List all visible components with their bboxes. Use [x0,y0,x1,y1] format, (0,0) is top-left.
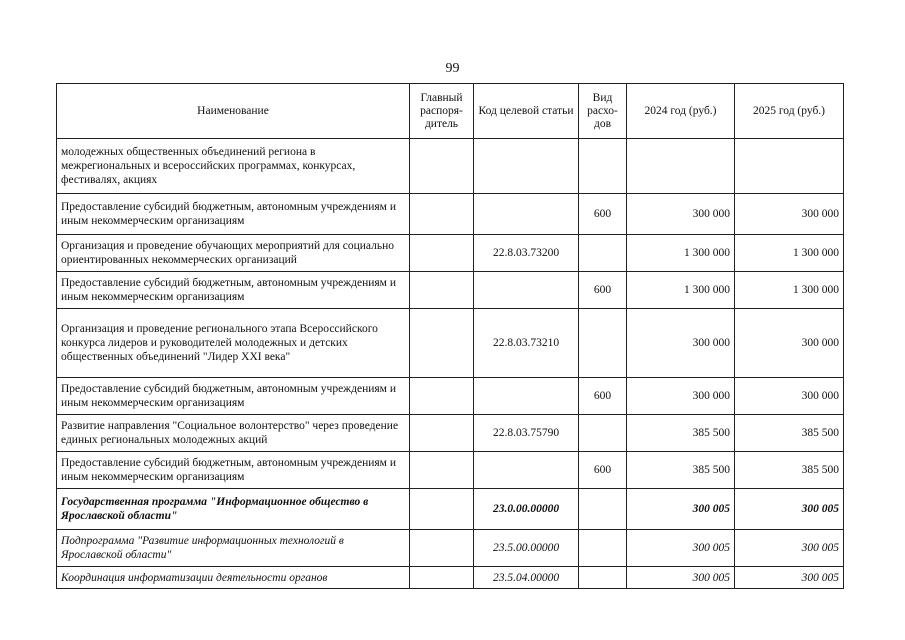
cell-code: 22.8.03.73200 [474,235,579,272]
table-row [57,194,844,235]
table-header-row [57,84,844,139]
cell-code: 23.5.00.00000 [474,530,579,567]
cell-2024: 300 005 [627,530,735,567]
cell-type [579,415,627,452]
cell-admin [410,489,474,530]
cell-admin [410,415,474,452]
cell-2025: 300 005 [735,489,844,530]
cell-2024: 300 000 [627,309,735,378]
table-row [57,489,844,530]
cell-type [579,489,627,530]
cell-code [474,194,579,235]
cell-type: 600 [579,378,627,415]
cell-name: Предоставление субсидий бюджетным, автономным учреждениям и иным некоммерческим организациям [57,194,410,235]
cell-2025: 385 500 [735,452,844,489]
cell-type [579,235,627,272]
cell-name: Государственная программа "Информационное общество в Ярославской области" [57,489,410,530]
header-code: Код целевой статьи [474,84,579,139]
cell-admin [410,194,474,235]
cell-admin [410,567,474,589]
cell-name: Предоставление субсидий бюджетным, автономным учреждениям и иным некоммерческим организациям [57,452,410,489]
cell-name: молодежных общественных объединений региона в межрегиональных и всероссийских программах, конкурсах, фестивалях, акциях [57,139,410,194]
cell-admin [410,309,474,378]
cell-name: Подпрограмма "Развитие информационных технологий в Ярославской области" [57,530,410,567]
cell-code [474,272,579,309]
table-row [57,235,844,272]
cell-2025: 300 000 [735,309,844,378]
cell-2024: 300 000 [627,378,735,415]
cell-2025: 1 300 000 [735,235,844,272]
cell-admin [410,452,474,489]
header-2024: 2024 год (руб.) [627,84,735,139]
cell-2025: 1 300 000 [735,272,844,309]
cell-type [579,139,627,194]
cell-type [579,567,627,589]
header-admin: Главный распоря-дитель [410,84,474,139]
cell-type: 600 [579,452,627,489]
page-number: 99 [445,61,460,76]
cell-2024: 300 000 [627,194,735,235]
table-row [57,452,844,489]
cell-2024: 300 005 [627,567,735,589]
table-row [57,309,844,378]
cell-admin [410,378,474,415]
cell-admin [410,235,474,272]
cell-admin [410,530,474,567]
cell-2025: 300 000 [735,378,844,415]
cell-name: Предоставление субсидий бюджетным, автономным учреждениям и иным некоммерческим организациям [57,272,410,309]
cell-name: Развитие направления "Социальное волонтерство" через проведение единых региональных молодежных акций [57,415,410,452]
table-row [57,378,844,415]
cell-admin [410,139,474,194]
cell-code [474,452,579,489]
cell-name: Организация и проведение регионального этапа Всероссийского конкурса лидеров и руководителей молодежных и детских общественных объединений "Лидер XXI века" [57,309,410,378]
cell-name: Предоставление субсидий бюджетным, автономным учреждениям и иным некоммерческим организациям [57,378,410,415]
cell-2025: 300 005 [735,567,844,589]
cell-2025: 385 500 [735,415,844,452]
cell-2024: 385 500 [627,415,735,452]
cell-2025 [735,139,844,194]
cell-2024: 385 500 [627,452,735,489]
header-name: Наименование [57,84,410,139]
header-type: Вид расхо-дов [579,84,627,139]
cell-code: 23.0.00.00000 [474,489,579,530]
cell-2025: 300 005 [735,530,844,567]
cell-2025: 300 000 [735,194,844,235]
cell-type: 600 [579,194,627,235]
cell-type [579,309,627,378]
cell-admin [410,272,474,309]
cell-code [474,378,579,415]
cell-name: Координация информатизации деятельности органов [57,567,410,589]
table-row [57,530,844,567]
cell-type [579,530,627,567]
table-row [57,139,844,194]
cell-code: 22.8.03.75790 [474,415,579,452]
cell-name: Организация и проведение обучающих мероприятий для социально ориентированных некоммерческих организаций [57,235,410,272]
cell-type: 600 [579,272,627,309]
table-row [57,415,844,452]
cell-2024 [627,139,735,194]
header-2025: 2025 год (руб.) [735,84,844,139]
cell-code: 23.5.04.00000 [474,567,579,589]
budget-table [56,83,844,589]
cell-2024: 300 005 [627,489,735,530]
cell-2024: 1 300 000 [627,272,735,309]
table-row [57,567,844,589]
cell-code [474,139,579,194]
cell-code: 22.8.03.73210 [474,309,579,378]
table-row [57,272,844,309]
cell-2024: 1 300 000 [627,235,735,272]
